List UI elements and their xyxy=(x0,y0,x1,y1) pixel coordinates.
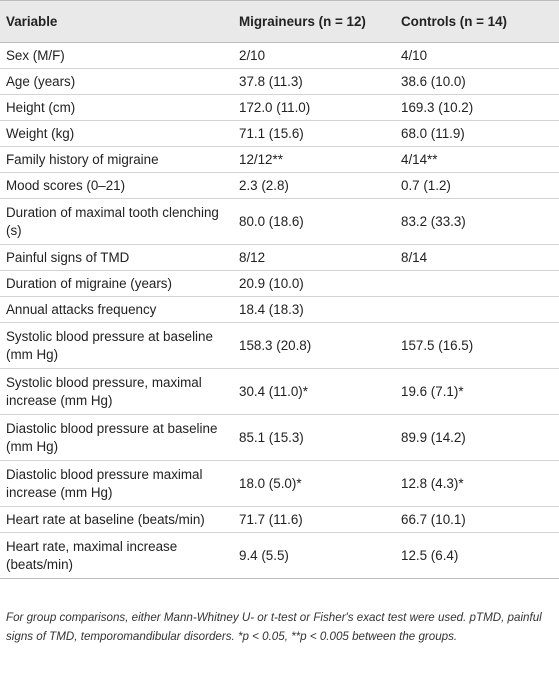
cell-migraineurs: 85.1 (15.3) xyxy=(233,415,395,461)
table-body xyxy=(0,43,559,579)
cell-controls: 0.7 (1.2) xyxy=(395,173,559,199)
cell-migraineurs: 9.4 (5.5) xyxy=(233,533,395,579)
cell-migraineurs: 37.8 (11.3) xyxy=(233,69,395,95)
table-row xyxy=(0,121,559,147)
cell-migraineurs: 172.0 (11.0) xyxy=(233,95,395,121)
table-row xyxy=(0,69,559,95)
cell-migraineurs: 18.4 (18.3) xyxy=(233,297,395,323)
cell-controls xyxy=(395,271,559,297)
header-row xyxy=(0,1,559,43)
cell-migraineurs: 2.3 (2.8) xyxy=(233,173,395,199)
cell-variable: Weight (kg) xyxy=(0,121,233,147)
cell-controls: 19.6 (7.1)* xyxy=(395,369,559,415)
cell-migraineurs: 71.7 (11.6) xyxy=(233,507,395,533)
cell-variable: Annual attacks frequency xyxy=(0,297,233,323)
cell-variable: Age (years) xyxy=(0,69,233,95)
cell-migraineurs: 8/12 xyxy=(233,245,395,271)
cell-controls: 12.5 (6.4) xyxy=(395,533,559,579)
table-row xyxy=(0,297,559,323)
cell-migraineurs: 30.4 (11.0)* xyxy=(233,369,395,415)
cell-variable: Sex (M/F) xyxy=(0,43,233,69)
cell-variable: Systolic blood pressure at baseline (mm Hg) xyxy=(0,323,233,369)
cell-controls: 68.0 (11.9) xyxy=(395,121,559,147)
cell-controls: 66.7 (10.1) xyxy=(395,507,559,533)
table-row xyxy=(0,369,559,415)
table-header xyxy=(0,1,559,43)
table-row xyxy=(0,415,559,461)
cell-variable: Mood scores (0–21) xyxy=(0,173,233,199)
table-footnote: For group comparisons, either Mann-Whitney U- or t-test or Fisher's exact test were used. pTMD, painful signs of TMD, temporomandibular disorders. *p < 0.05, **p < 0.005 between the groups. xyxy=(6,611,542,643)
cell-variable: Systolic blood pressure, maximal increase (mm Hg) xyxy=(0,369,233,415)
table-row xyxy=(0,271,559,297)
table-row xyxy=(0,173,559,199)
cell-variable: Diastolic blood pressure at baseline (mm Hg) xyxy=(0,415,233,461)
cell-migraineurs: 80.0 (18.6) xyxy=(233,199,395,245)
table-row xyxy=(0,43,559,69)
table-row xyxy=(0,147,559,173)
cell-controls: 89.9 (14.2) xyxy=(395,415,559,461)
header-migraineurs: Migraineurs (n = 12) xyxy=(233,1,395,43)
header-variable: Variable xyxy=(0,1,233,43)
cell-migraineurs: 18.0 (5.0)* xyxy=(233,461,395,507)
cell-controls: 38.6 (10.0) xyxy=(395,69,559,95)
table-row xyxy=(0,461,559,507)
table-row xyxy=(0,199,559,245)
cell-variable: Family history of migraine xyxy=(0,147,233,173)
cell-migraineurs: 2/10 xyxy=(233,43,395,69)
cell-variable: Painful signs of TMD xyxy=(0,245,233,271)
cell-controls: 12.8 (4.3)* xyxy=(395,461,559,507)
header-controls: Controls (n = 14) xyxy=(395,1,559,43)
table-row xyxy=(0,533,559,579)
cell-controls: 8/14 xyxy=(395,245,559,271)
table-row xyxy=(0,507,559,533)
table-row xyxy=(0,245,559,271)
cell-controls: 157.5 (16.5) xyxy=(395,323,559,369)
table-row xyxy=(0,95,559,121)
cell-variable: Diastolic blood pressure maximal increase (mm Hg) xyxy=(0,461,233,507)
cell-controls: 4/10 xyxy=(395,43,559,69)
cell-controls: 169.3 (10.2) xyxy=(395,95,559,121)
cell-migraineurs: 158.3 (20.8) xyxy=(233,323,395,369)
cell-migraineurs: 71.1 (15.6) xyxy=(233,121,395,147)
cell-variable: Heart rate, maximal increase (beats/min) xyxy=(0,533,233,579)
cell-variable: Height (cm) xyxy=(0,95,233,121)
cell-controls: 83.2 (33.3) xyxy=(395,199,559,245)
cell-variable: Heart rate at baseline (beats/min) xyxy=(0,507,233,533)
cell-controls xyxy=(395,297,559,323)
cell-migraineurs: 20.9 (10.0) xyxy=(233,271,395,297)
cell-controls: 4/14** xyxy=(395,147,559,173)
table-row xyxy=(0,323,559,369)
cell-variable: Duration of migraine (years) xyxy=(0,271,233,297)
cell-migraineurs: 12/12** xyxy=(233,147,395,173)
cell-variable: Duration of maximal tooth clenching (s) xyxy=(0,199,233,245)
